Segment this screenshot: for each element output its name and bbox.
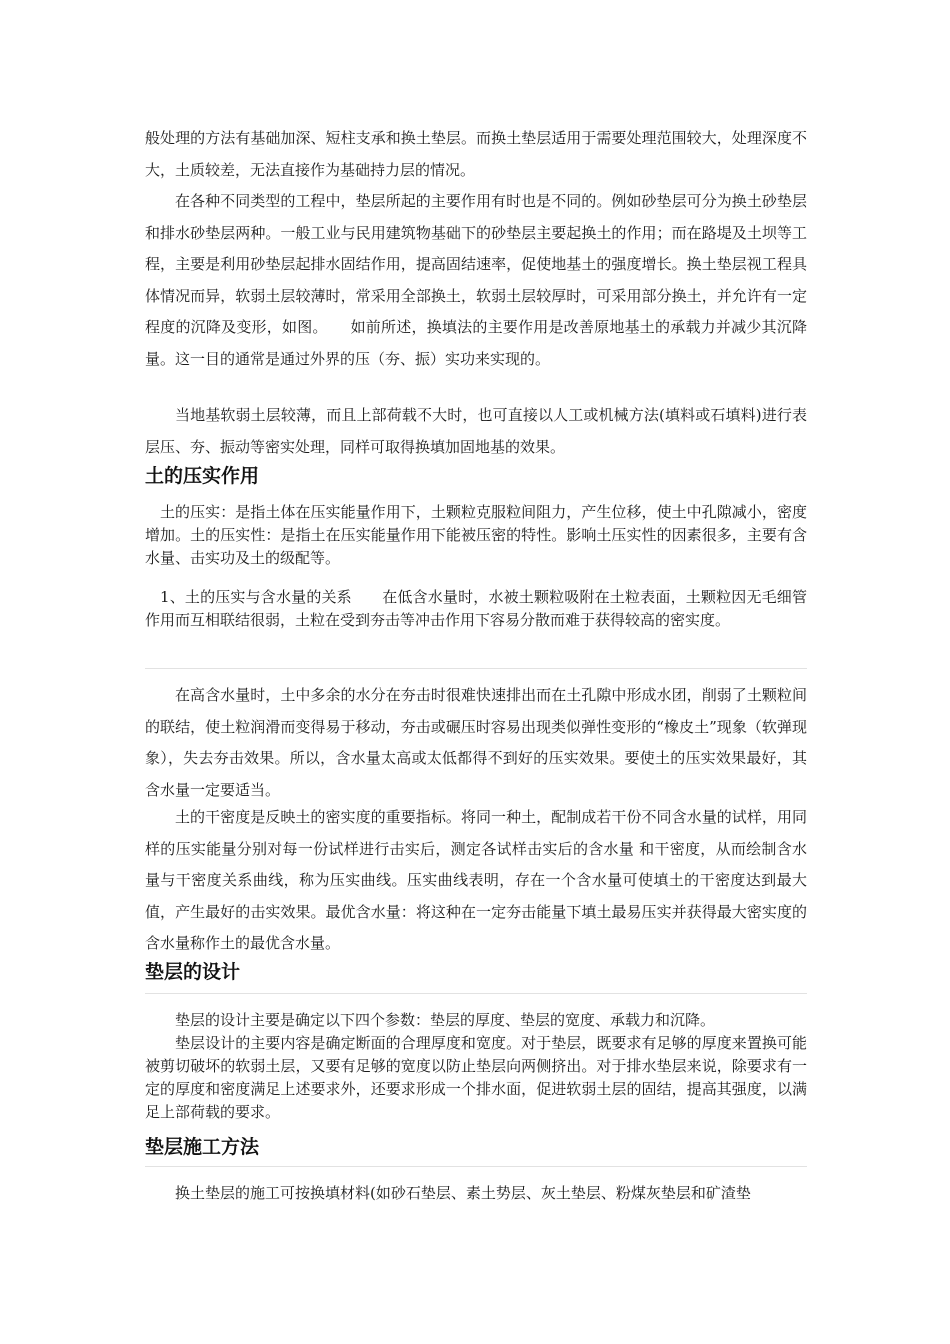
- paragraph-design-content: 垫层设计的主要内容是确定断面的合理厚度和宽度。对于垫层，既要求有足够的厚度来置换可能被剪切破坏的软弱土层，又要有足够的宽度以防止垫层向两侧挤出。对于排水垫层来说，除要求有一定的厚度和密度满足上述要求外，还要求形成一个排水面，促进软弱土层的固结，提高其强度，以满足上部荷载的要求。: [145, 1034, 807, 1121]
- paragraph-design-parameters: 垫层的设计主要是确定以下四个参数：垫层的厚度、垫层的宽度、承载力和沉降。: [175, 1011, 716, 1029]
- paragraph-high-water-content: 在高含水量时，土中多余的水分在夯击时很难快速排出而在土孔隙中形成水团，削弱了土颗粒间的联结，使土粒润滑而变得易于移动，夯击或碾压时容易出现类似弹性变形的“橡皮土”现象（软弹现象），失去夯击效果。所以，含水量太高或太低都得不到好的压实效果。要使土的压实效果最好，其含水量一定要适当。: [145, 686, 807, 799]
- divider: [145, 993, 807, 994]
- paragraph-construction: 换土垫层的施工可按换填材料(如砂石垫层、素土势层、灰土垫层、粉煤灰垫层和矿渣垫: [175, 1184, 751, 1202]
- divider: [145, 668, 807, 669]
- paragraph-compaction-definition: 土的压实：是指土体在压实能量作用下，土颗粒克服粒间阻力，产生位移，使土中孔隙减小，密度增加。土的压实性：是指土在压实能量作用下能被压密的特性。影响土压实性的因素很多，主要有含水量、击实功及土的级配等。: [145, 503, 807, 567]
- heading-construction-method: 垫层施工方法: [145, 1136, 260, 1158]
- heading-soil-compaction: 土的压实作用: [145, 465, 260, 487]
- heading-cushion-design: 垫层的设计: [145, 961, 241, 983]
- paragraph-dry-density: 土的干密度是反映土的密实度的重要指标。将同一种土，配制成若干份不同含水量的试样，用同样的压实能量分别对每一份试样进行击实后，测定各试样击实后的含水量 和干密度，从而绘制含水量与干密度关系曲线，称为压实曲线。压实曲线表明，存在一个含水量可使填土的干密度达到最大值，产生最好的击实效果。最优含水量：将这种在一定夯击能量下填土最易压实并获得最大密实度的含水量称作土的最优含水量。: [145, 808, 807, 952]
- paragraph-cushion-function: 在各种不同类型的工程中，垫层所起的主要作用有时也是不同的。例如砂垫层可分为换土砂垫层和排水砂垫层两种。一般工业与民用建筑物基础下的砂垫层主要起换土的作用；而在路堤及土坝等工程，主要是利用砂垫层起排水固结作用，提高固结速率，促使地基土的强度增长。换土垫层视工程具体情况而异，软弱土层较薄时，常采用全部换土，软弱土层较厚时，可采用部分换土，并允许有一定程度的沉降及变形，如图。 如前所述，换填法的主要作用是改善原地基土的承载力并减少其沉降量。这一目的通常是通过外界的压（夯、振）实功来实现的。: [145, 192, 807, 368]
- paragraph-foundation-methods: 般处理的方法有基础加深、短柱支承和换土垫层。而换土垫层适用于需要处理范围较大，处理深度不大，土质较差，无法直接作为基础持力层的情况。: [145, 129, 807, 179]
- paragraph-surface-compaction: 当地基软弱土层较薄，而且上部荷载不大时，也可直接以人工或机械方法(填料或石填料)进行表层压、夯、振动等密实处理，同样可取得换填加固地基的效果。: [145, 406, 807, 456]
- divider: [145, 1166, 807, 1167]
- paragraph-water-content-relation: 1、土的压实与含水量的关系 在低含水量时，水被土颗粒吸附在土粒表面，土颗粒因无毛细管作用而互相联结很弱，土粒在受到夯击等冲击作用下容易分散而难于获得较高的密实度。: [145, 588, 807, 629]
